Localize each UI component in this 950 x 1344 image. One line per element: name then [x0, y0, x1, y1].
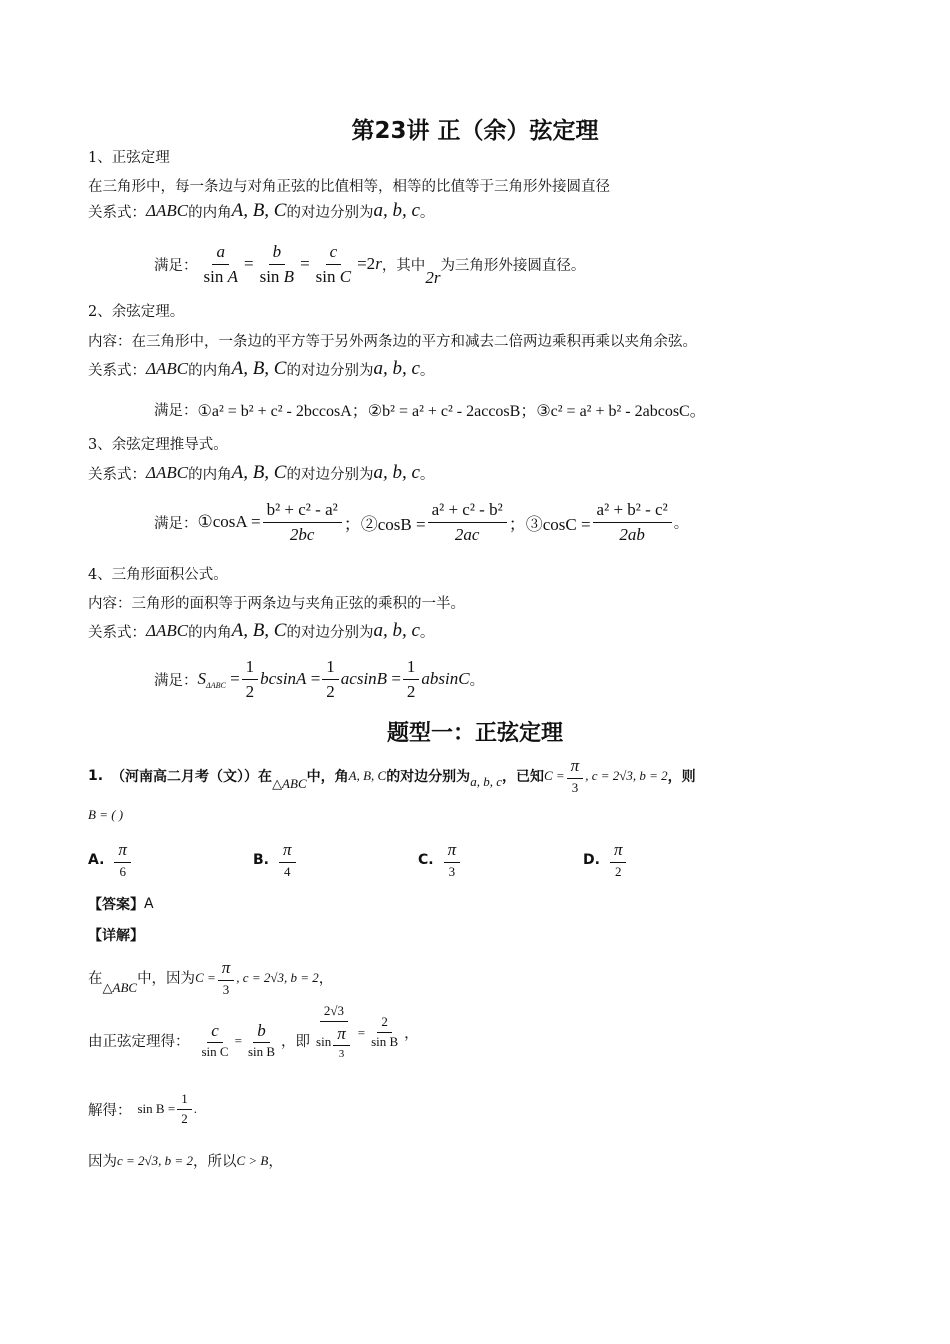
solution-line-1: 在 △ABC 中，因为 C = $\frac{\pi}{3}$ , c = 2√3, b = 2 ， [88, 958, 334, 997]
solution-line-4: 因为 c = 2√3, b = 2 ，所以 C > B ， [88, 1152, 283, 1170]
section3-heading: 3、余弦定理推导式。 [88, 437, 228, 453]
section4-relation: 关系式： ΔABC 的内角 A, B, C 的对边分别为 a, b, c 。 [88, 620, 435, 641]
section1-content: 在三角形中，每一条边与对角正弦的比值相等，相等的比值等于三角形外接圆直径 [88, 179, 610, 195]
solution-line-2: 由正弦定理得： $\frac{c}{\text{sin C}}$ = $\frac{b}{\text{sin B}}$ ，即 2√3 sin $\frac{\pi}{3}$ = $\frac{2}{\text{sin B}}$ ， [88, 1003, 419, 1061]
area-formula: 满足： S ΔABC = $\frac{1}{2}$ bcsinA = $\frac{1}{2}$ acsinB = $\frac{1}{2}$ absinC 。 [154, 657, 485, 701]
cosine-derivation-formula: 满足： ①cosA = $\frac{\text{b² + c² - a²}}{2bc}$ ；②cosB = $\frac{\text{a² + c² - b²}}{2ac}$ ；③cosC = $\frac{\text{a² + b² - c²}}{2ab}$ 。 [154, 500, 689, 544]
solution-line-3: 解得： sin B = $\frac{1}{2}$ . [88, 1091, 197, 1126]
option-d[interactable]: D. $\frac{\pi}{2}$ [583, 840, 628, 879]
section1-relation: 关系式： ΔABC 的内角 A, B, C 的对边分别为 a, b, c 。 [88, 200, 435, 221]
section2-relation: 关系式： ΔABC 的内角 A, B, C 的对边分别为 a, b, c 。 [88, 358, 435, 379]
cosine-law-formula: 满足： ①a² = b² + c² - 2bccosA；②b² = a² + c² - 2accosB；③c² = a² + b² - 2abcosC。 [154, 403, 706, 420]
section1-heading: 1、正弦定理 [88, 150, 170, 166]
detail-label: 【详解】 [88, 928, 144, 944]
section4-heading: 4、三角形面积公式。 [88, 567, 228, 583]
answer-line: 【答案】 A [88, 896, 154, 913]
page-title: 第23讲 正（余）弦定理 [351, 118, 599, 144]
option-a[interactable]: A. $\frac{\pi}{6}$ [88, 840, 133, 879]
sine-law-formula: 满足： $\frac{a}{\text{sin A}}$ = $\frac{b}{\text{sin B}}$ = $\frac{c}{\text{sin C}}$ =2r ，其中 2r 为三角形外接圆直径。 [154, 242, 586, 288]
problem-1: 1. （河南高二月考（文））在 △ABC 中，角 A, B, C 的对边分别为 a, b, c ，已知 C = $\frac{\pi}{3}$ , c = 2√3, b = 2 ，则 [88, 756, 696, 795]
section2-heading: 2、余弦定理。 [88, 304, 185, 320]
section3-relation: 关系式： ΔABC 的内角 A, B, C 的对边分别为 a, b, c 。 [88, 462, 435, 483]
option-c[interactable]: C. $\frac{\pi}{3}$ [418, 840, 462, 879]
section2-content: 内容：在三角形中，一条边的平方等于另外两条边的平方和减去二倍两边乘积再乘以夹角余弦。 [88, 334, 697, 350]
section4-content: 内容：三角形的面积等于两条边与夹角正弦的乘积的一半。 [88, 596, 465, 612]
option-b[interactable]: B. $\frac{\pi}{4}$ [253, 840, 298, 879]
type-heading: 题型一：正弦定理 [386, 721, 563, 746]
problem-1-ask: B = ( ) [88, 807, 124, 822]
